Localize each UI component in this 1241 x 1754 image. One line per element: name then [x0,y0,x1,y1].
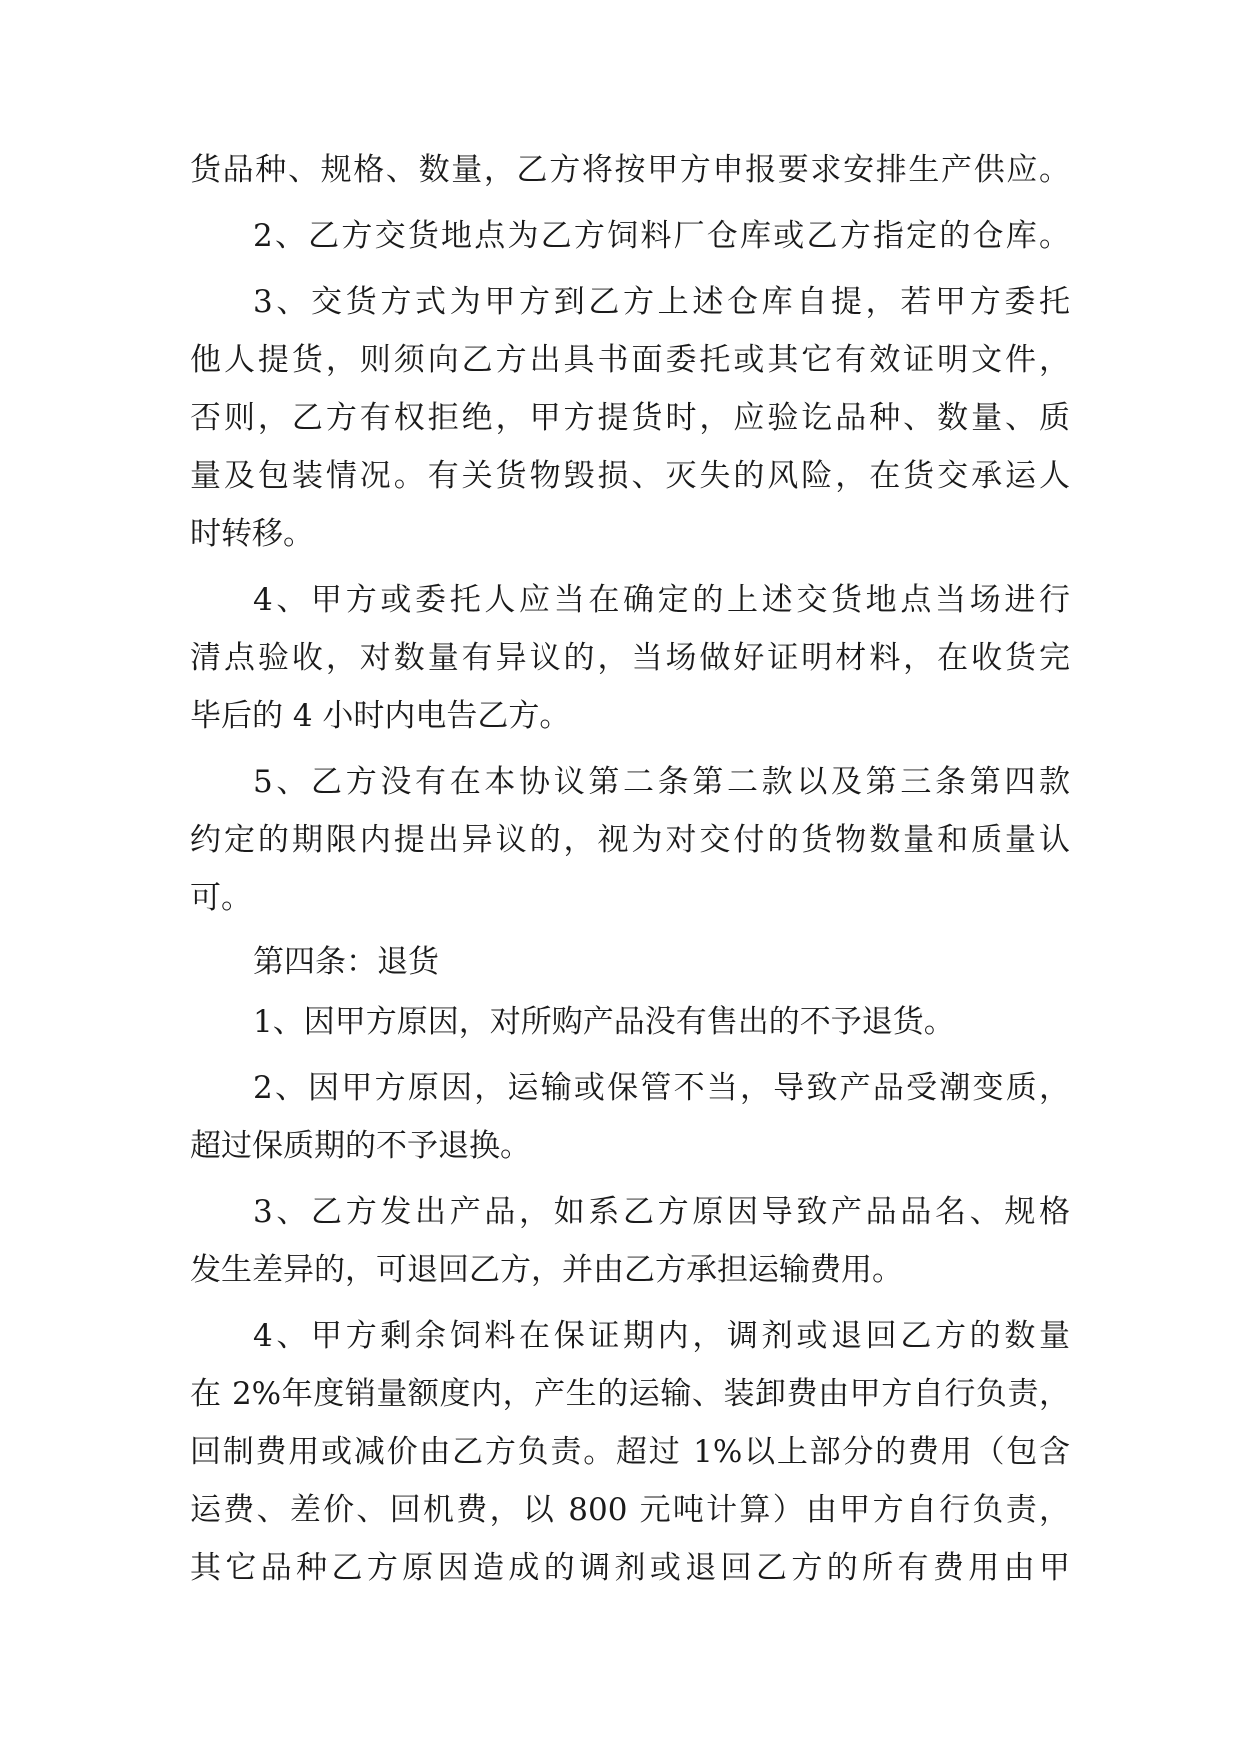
text-line-24: 其它品种乙方原因造成的调剂或退回乙方的所有费用由甲 [190,1550,1070,1586]
text-line-19: 发生差异的，可退回乙方，并由乙方承担运输费用。 [190,1252,903,1288]
text-line-1: 货品种、规格、数量，乙方将按甲方申报要求安排生产供应。 [190,152,1070,188]
text-line-17: 超过保质期的不予退换。 [190,1128,531,1164]
text-line-18: 3、乙方发出产品，如系乙方原因导致产品品名、规格 [253,1194,1070,1230]
text-line-6: 量及包装情况。有关货物毁损、灭失的风险，在货交承运人 [190,458,1070,494]
text-line-15: 1、因甲方原因，对所购产品没有售出的不予退货。 [253,1004,955,1040]
text-line-10: 毕后的 4 小时内电告乙方。 [190,698,571,734]
text-line-2: 2、乙方交货地点为乙方饲料厂仓库或乙方指定的仓库。 [253,218,1070,254]
text-line-9: 清点验收，对数量有异议的，当场做好证明材料，在收货完 [190,640,1070,676]
text-line-12: 约定的期限内提出异议的，视为对交付的货物数量和质量认 [190,822,1070,858]
section-heading: 第四条：退货 [253,944,439,980]
text-line-7: 时转移。 [190,516,314,552]
text-line-13: 可。 [190,880,252,916]
text-line-4: 他人提货，则须向乙方出具书面委托或其它有效证明文件， [190,342,1070,378]
text-line-23: 运费、差价、回机费，以 800 元吨计算）由甲方自行负责， [190,1492,1070,1528]
text-line-11: 5、乙方没有在本协议第二条第二款以及第三条第四款 [253,764,1070,800]
text-line-5: 否则，乙方有权拒绝，甲方提货时，应验讫品种、数量、质 [190,400,1070,436]
text-line-8: 4、甲方或委托人应当在确定的上述交货地点当场进行 [253,582,1070,618]
text-line-16: 2、因甲方原因，运输或保管不当，导致产品受潮变质， [253,1070,1070,1106]
text-line-3: 3、交货方式为甲方到乙方上述仓库自提，若甲方委托 [253,284,1070,320]
text-line-22: 回制费用或减价由乙方负责。超过 1%以上部分的费用（包含 [190,1434,1070,1470]
text-line-21: 在 2%年度销量额度内，产生的运输、装卸费由甲方自行负责， [190,1376,1070,1412]
text-line-20: 4、甲方剩余饲料在保证期内，调剂或退回乙方的数量 [253,1318,1070,1354]
